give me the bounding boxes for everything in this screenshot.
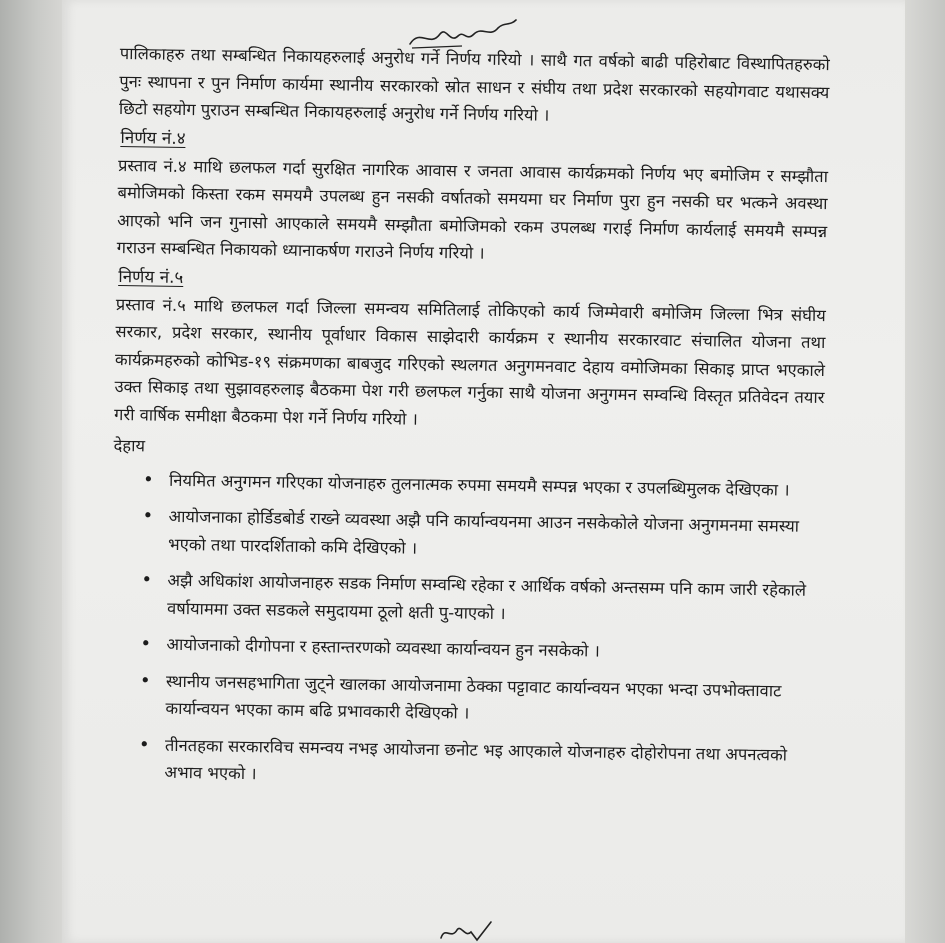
list-item [139,667,820,733]
bullet-icon: • [141,569,153,591]
list-item [141,566,822,632]
list-item [142,502,823,568]
list-item-text: आयोजनाको दीगोपना र हस्तान्तरणको व्यवस्था कार्यान्वयन हुन नसकेको । [166,634,601,661]
heading-decision-5: निर्णय नं.५ [118,266,184,288]
list-item [140,630,820,668]
list-item [138,731,819,797]
background-right-edge [905,0,945,943]
list-item-text: स्थानीय जनसहभागिता जुट्ने खालका आयोजनामा ठेक्का पट्टावाट कार्यान्वयन भएका भन्दा उपभोक्तावाट कार्यान्वयन भएका काम बढि प्रभावकारी देखिएको । [165,671,782,723]
document-body [108,40,830,806]
bullet-icon: • [138,733,150,756]
paragraph-decision-5: प्रस्ताव नं.५ माथि छलफल गर्दा जिल्ला समन्वय समितिलाई तोकिएको कार्य जिम्मेवारी बमोजिम जिल्ला भित्र संघीय सरकार, प्रदेश सरकार, स्थानीय पूर्वाधार विकास साझेदारी कार्यक्रम र स्थानीय सरकारवाट संचालित योजना तथा कार्यक्रमहरुको कोभिड-१९ संक्रमणका बाबजुद गरिएको स्थलगत अनुगमनवाट देहाय वमोजिमका सिकाइ प्राप्त भएकाले उक्त सिकाइ तथा सुझावहरुलाइ बैठकमा पेश गरी छलफल गर्नुका साथै योजना अनुगमन सम्वन्धि विस्तृत प्रतिवेदन तयार गरी वार्षिक समीक्षा बैठकमा पेश गर्ने निर्णय गरियो । [113,294,826,429]
list-item-text: नियमित अनुगमन गरिएका योजनाहरु तुलनात्मक रुपमा समयमै सम्पन्न भएका र उपलब्धिमुलक देखिएका । [168,470,790,500]
list-item-text: तीनतहका सरकारविच समन्वय नभइ आयोजना छनोट भइ आएकाले योजनाहरु दोहोरोपना तथा अपनत्वको अभाव भएको । [164,735,788,784]
document-page [62,0,905,943]
list-item-text: अझै अधिकांश आयोजनाहरु सडक निर्माण सम्वन्धि रहेका र आर्थिक वर्षको अन्तसम्म पनि काम जारी रहेकाले वर्षायाममा उक्त सडकले समुदायमा ठूलो क्षती पु-याएको । [166,570,807,623]
list-item-text: आयोजनाका होर्डिडबोर्ड राख्ने व्यवस्था अझै पनि कार्यान्वयनमा आउन नसकेकोले योजना अनुगमनमा समस्या भएको तथा पारदर्शिताको कमि देखिएको । [167,506,800,558]
heading-decision-4: निर्णय नं.४ [120,127,186,149]
findings-list [108,465,823,796]
background-left-edge [0,0,62,943]
paragraph-decision-4: प्रस्ताव नं.४ माथि छलफल गर्दा सुरक्षित नागरिक आवास र जनता आवास कार्यक्रमको निर्णय भए बमोजिम र सम्झौता बमोजिमको किस्ता रकम समयमै उपलब्ध हुन नसकी वर्षातको समयमा घर निर्माण पुरा हुन नसकी घर भत्कने अवस्था आएको भनि जन गुनासो आएकाले समयमै सम्झौता बमोजिमको रकम उपलब्ध गराई निर्माण कार्यलाई समयमै सम्पन्न गराउन सम्बन्धित निकायको ध्यानाकर्षण गराउने निर्णय गरियो । [116,155,829,263]
bullet-icon: • [142,468,154,491]
handwritten-signature-bottom [437,918,497,943]
label-dehay: देहाय [113,435,146,456]
bullet-icon: • [140,633,152,655]
list-item [143,466,823,504]
bullet-icon: • [142,505,154,527]
bullet-icon: • [139,669,151,692]
paragraph-continuation: पालिकाहरु तथा सम्बन्धित निकायहरुलाई अनुरोध गर्ने निर्णय गरियो । साथै गत वर्षको बाढी पहिरोबाट विस्थापितहरुको पुनः स्थापना र पुन निर्माण कार्यमा स्थानीय सरकारको स्रोत साधन र संघीय तथा प्रदेश सरकारको सहयोगवाट यथासक्य छिटो सहयोग पुराउन सम्बन्धित निकायहरुलाई अनुरोध गर्ने निर्णय गरियो । [118,43,830,125]
